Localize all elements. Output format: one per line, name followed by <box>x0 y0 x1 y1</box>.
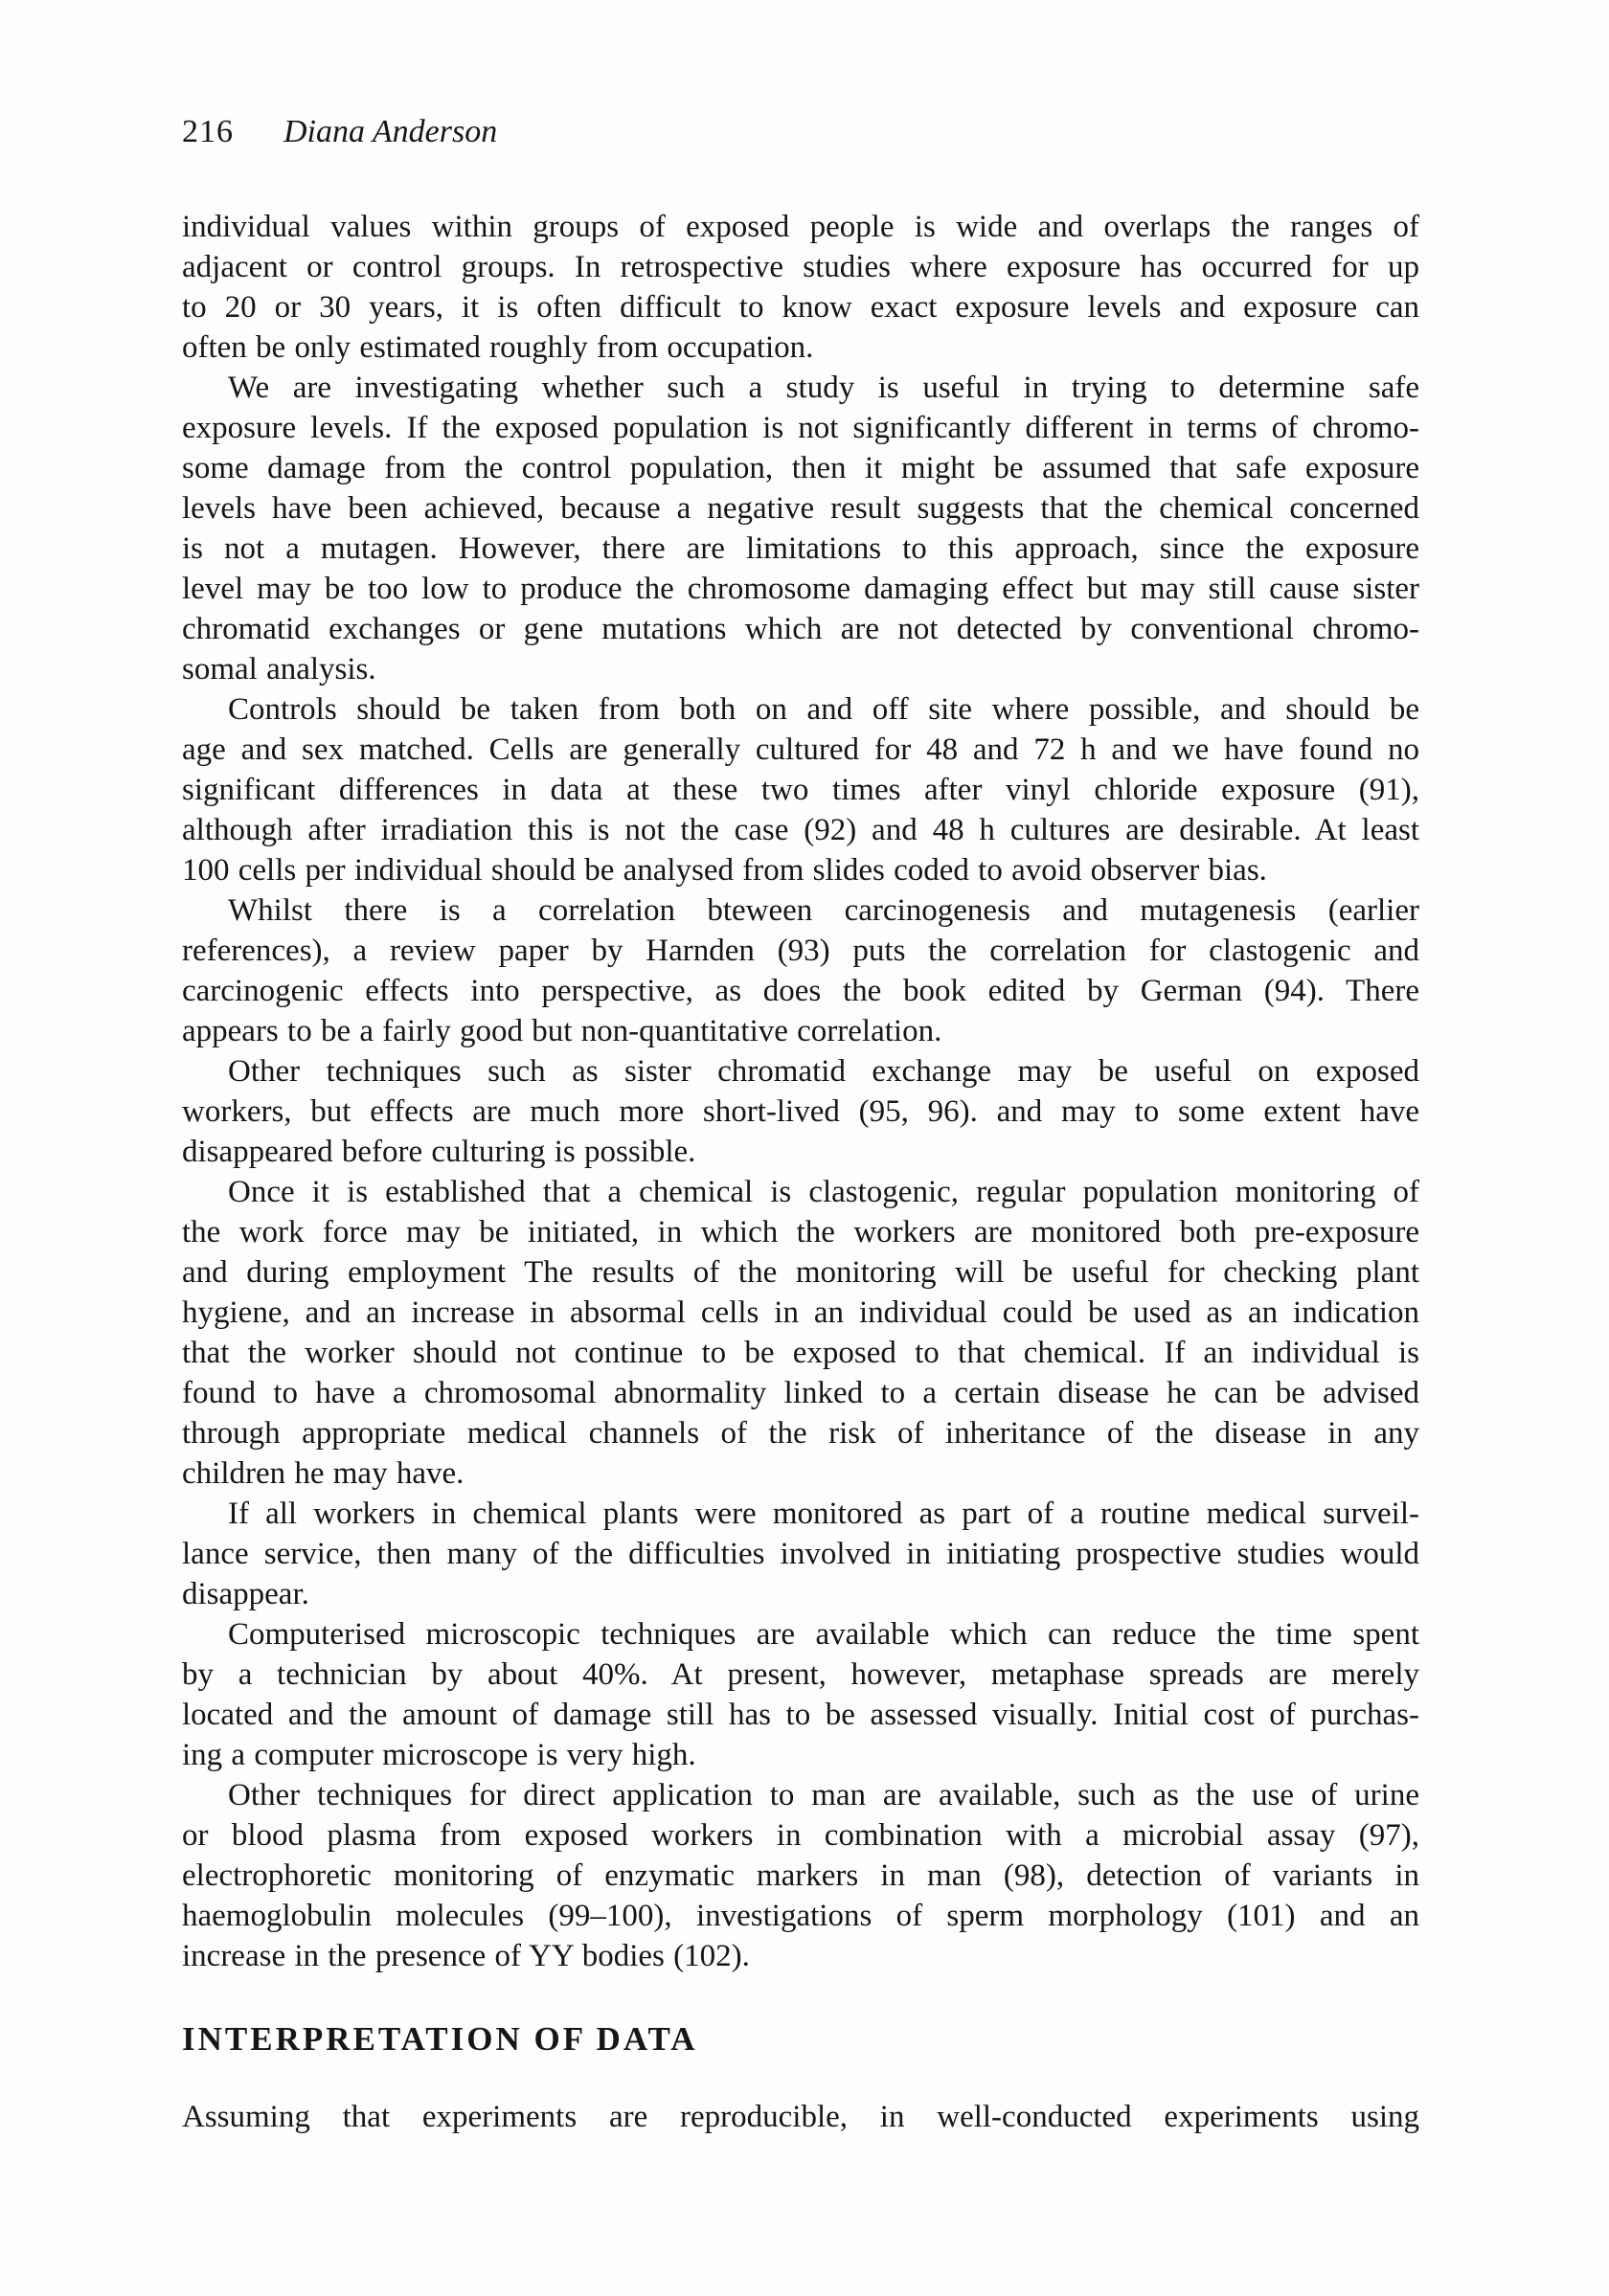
text-line: Whilst there is a correlation bteween carcinogenesis and mutagenesis (earlier <box>228 893 1419 928</box>
text-line: disappear. <box>182 1577 309 1611</box>
text-line: hygiene, and an increase in absormal cells in an individual could be used as an indication <box>182 1295 1419 1330</box>
text-line: that the worker should not continue to be exposed to that chemical. If an individual is <box>182 1336 1419 1370</box>
text-line: If all workers in chemical plants were monitored as part of a routine medical surveil- <box>228 1497 1419 1531</box>
paragraph <box>182 1494 1419 1614</box>
text-line: Once it is established that a chemical is clastogenic, regular population monitoring of <box>228 1175 1419 1209</box>
text-line: some damage from the control population, then it might be assumed that safe exposure <box>182 451 1419 485</box>
body-text <box>182 207 1419 2137</box>
text-line: level may be too low to produce the chromosome damaging effect but may still cause sister <box>182 572 1419 606</box>
paragraph <box>182 1614 1419 1775</box>
page-header <box>182 111 1419 153</box>
text-line: exposure levels. If the exposed population is not significantly different in terms of chromo- <box>182 411 1419 445</box>
text-line: somal analysis. <box>182 652 376 687</box>
text-line: significant differences in data at these two times after vinyl chloride exposure (91), <box>182 773 1419 807</box>
section-heading: INTERPRETATION OF DATA <box>182 2020 698 2058</box>
text-line: is not a mutagen. However, there are limitations to this approach, since the exposure <box>182 531 1419 566</box>
text-line: age and sex matched. Cells are generally cultured for 48 and 72 h and we have found no <box>182 732 1419 767</box>
text-line: the work force may be initiated, in which the workers are monitored both pre-exposure <box>182 1215 1419 1249</box>
text-line: located and the amount of damage still has to be assessed visually. Initial cost of purchas- <box>182 1698 1419 1732</box>
text-line: and during employment The results of the monitoring will be useful for checking plant <box>182 1255 1419 1290</box>
text-line: carcinogenic effects into perspective, as does the book edited by German (94). There <box>182 974 1419 1008</box>
text-line: electrophoretic monitoring of enzymatic markers in man (98), detection of variants in <box>182 1858 1419 1893</box>
paragraph <box>182 1051 1419 1172</box>
text-line: ing a computer microscope is very high. <box>182 1738 696 1772</box>
text-line: disappeared before culturing is possible. <box>182 1135 696 1169</box>
text-line: levels have been achieved, because a negative result suggests that the chemical concerned <box>182 491 1419 526</box>
text-line: appears to be a fairly good but non-quantitative correlation. <box>182 1014 942 1048</box>
text-line: lance service, then many of the difficulties involved in initiating prospective studies would <box>182 1537 1419 1571</box>
paragraph <box>182 890 1419 1051</box>
text-line: children he may have. <box>182 1456 465 1491</box>
paragraph <box>182 1172 1419 1494</box>
text-line: to 20 or 30 years, it is often difficult to know exact exposure levels and exposure can <box>182 290 1419 325</box>
text-line: Other techniques such as sister chromatid exchange may be useful on exposed <box>228 1054 1419 1089</box>
text-line: haemoglobulin molecules (99–100), investigations of sperm morphology (101) and an <box>182 1899 1419 1933</box>
text-line: individual values within groups of exposed people is wide and overlaps the ranges of <box>182 210 1419 244</box>
text-line: found to have a chromosomal abnormality linked to a certain disease he can be advised <box>182 1376 1419 1410</box>
text-line: chromatid exchanges or gene mutations which are not detected by conventional chromo- <box>182 612 1419 646</box>
paragraph <box>182 1775 1419 1976</box>
text-line: or blood plasma from exposed workers in combination with a microbial assay (97), <box>182 1818 1419 1853</box>
text-line: Computerised microscopic techniques are available which can reduce the time spent <box>228 1617 1419 1652</box>
page-content <box>182 111 1419 2137</box>
text-line: We are investigating whether such a study is useful in trying to determine safe <box>228 371 1419 405</box>
text-line: references), a review paper by Harnden (93) puts the correlation for clastogenic and <box>182 934 1419 968</box>
text-line: 100 cells per individual should be analysed from slides coded to avoid observer bias. <box>182 853 1267 888</box>
text-line: Other techniques for direct application to man are available, such as the use of urine <box>228 1778 1419 1812</box>
paragraph <box>182 689 1419 890</box>
running-head-author: Diana Anderson <box>283 114 498 149</box>
paragraph <box>182 207 1419 368</box>
text-line: Controls should be taken from both on and off site where possible, and should be <box>228 692 1419 727</box>
text-line: by a technician by about 40%. At present, however, metaphase spreads are merely <box>182 1657 1419 1692</box>
page-number: 216 <box>182 114 234 149</box>
text-line: through appropriate medical channels of the risk of inheritance of the disease in any <box>182 1416 1419 1451</box>
text-line: adjacent or control groups. In retrospective studies where exposure has occurred for up <box>182 250 1419 284</box>
paragraph <box>182 368 1419 689</box>
text-line: often be only estimated roughly from occupation. <box>182 330 814 365</box>
text-line: Assuming that experiments are reproducible, in well-conducted experiments using <box>182 2100 1419 2134</box>
paragraph <box>182 2097 1419 2137</box>
text-line: increase in the presence of YY bodies (102). <box>182 1939 750 1973</box>
text-line: although after irradiation this is not the case (92) and 48 h cultures are desirable. At least <box>182 813 1419 847</box>
text-line: workers, but effects are much more short-lived (95, 96). and may to some extent have <box>182 1094 1419 1129</box>
